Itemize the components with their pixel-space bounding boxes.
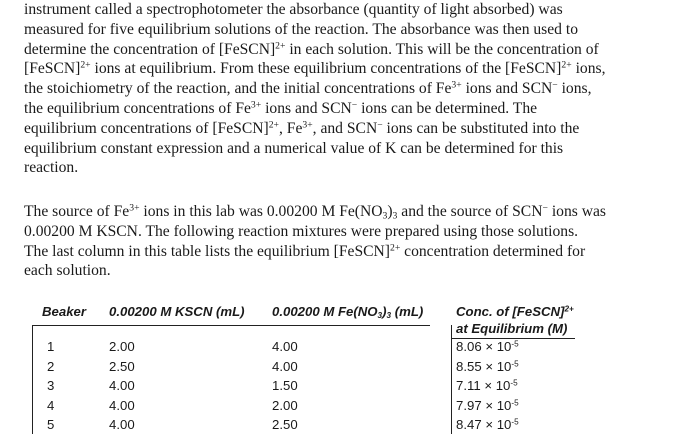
cell-feno3-volume: 4.00 [272,339,298,354]
cell-equilibrium-conc: $8.47 \times 10^{-5}$ [456,417,519,432]
text-line: [FeSCN]$^{2+}$ ions at equilibrium. From these equilibrium concentrations of the [FeSCN]$^{2+}$ ions, [24,60,606,78]
text-line: instrument called a spectrophotometer the absorbance (quantity of light absorbed) was [24,1,563,18]
header-conc-line2: at Equilibrium (M) [456,321,568,336]
text-line: The last column in this table lists the equilibrium [FeSCN]$^{2+}$ concentration determined for [24,242,586,260]
header-kscn: 0.00200 M KSCN (mL) [109,304,245,319]
header-rule-left [32,325,430,326]
cell-kscn-volume: 4.00 [109,417,135,432]
header-feno3: 0.00200 M $Fe(NO_3)_3$ (mL) [272,304,424,321]
paragraph-2 [24,202,696,281]
cell-feno3-volume: 2.50 [272,417,298,432]
cell-beaker: 4 [47,397,55,413]
header-conc-line1: Conc. of [FeSCN]$^{2+}$ [456,304,574,319]
cell-equilibrium-conc: $7.97 \times 10^{-5}$ [456,397,519,413]
text-line: reaction. [24,159,79,177]
column-divider-right [451,325,452,434]
cell-beaker: 3 [47,378,55,393]
cell-beaker: 1 [47,339,55,354]
text-line: equilibrium concentrations of [FeSCN]$^{2+}$, $Fe^{3+}$, and SCN− ions can be substituted into the [24,119,580,137]
cell-equilibrium-conc: $8.55 \times 10^{-5}$ [456,358,519,374]
header-beaker: Beaker [42,304,86,319]
cell-feno3-volume: 2.00 [272,397,298,413]
cell-beaker: 2 [47,358,55,374]
text-line: the stoichiometry of the reaction, and the initial concentrations of $Fe^{3+}$ ions and SCN− ions, [24,79,592,98]
cell-beaker: 5 [47,417,55,432]
cell-kscn-volume: 4.00 [109,378,135,393]
cell-equilibrium-conc: $8.06 \times 10^{-5}$ [456,339,519,354]
text-line: each solution. [24,262,111,280]
text-line: The source of $Fe^{3+}$ ions in this lab was 0.00200 M $Fe(NO_3)_3$ and the source of SCN− ions was [24,202,606,222]
column-divider-left [32,325,33,434]
text-line: the equilibrium concentrations of $Fe^{3+}$ ions and SCN− ions can be determined. The [24,99,538,117]
text-line: equilibrium constant expression and a numerical value of K can be determined for this [24,139,564,157]
paragraph-1 [24,0,696,178]
cell-equilibrium-conc: $7.11 \times 10^{-5}$ [456,378,518,393]
cell-feno3-volume: 1.50 [272,378,298,393]
cell-feno3-volume: 4.00 [272,358,298,374]
reaction-mixtures-table [32,301,592,435]
cell-kscn-volume: 2.00 [109,339,135,354]
cell-kscn-volume: 2.50 [109,358,135,374]
text-line: measured for five equilibrium solutions of the reaction. The absorbance was then used to [24,20,578,38]
cell-kscn-volume: 4.00 [109,397,135,413]
text-line: 0.00200 M KSCN. The following reaction mixtures were prepared using those solutions. [24,222,579,240]
text-line: determine the concentration of [FeSCN]$^{2+}$ in each solution. This will be the concentration of [24,40,599,58]
